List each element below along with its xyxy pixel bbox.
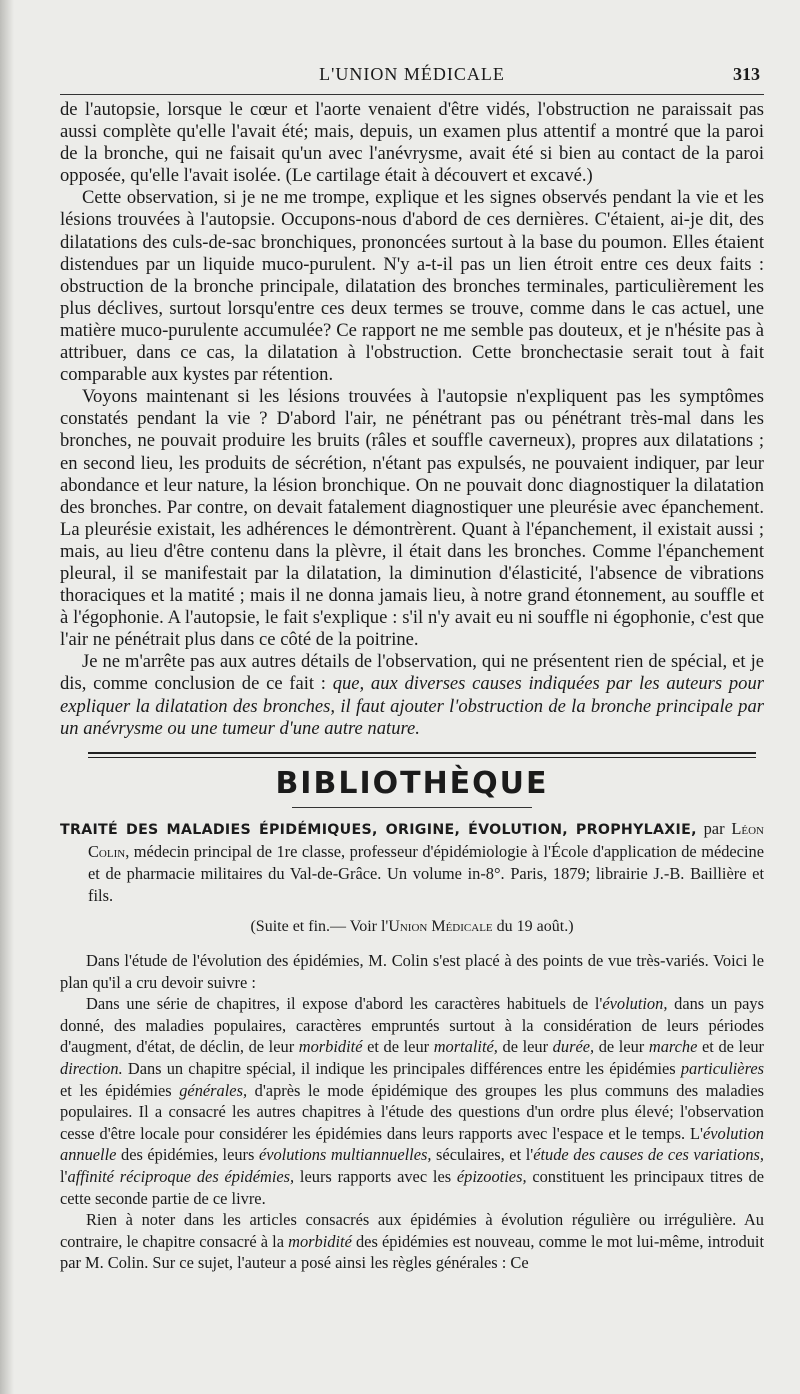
journal-title: L'UNION MÉDICALE (319, 64, 505, 84)
text-run: dans un pays donné, des maladies populaires, caractères empruntés surtout à la considération de leurs périodes d'augment, d'état, de déclin, de leur (60, 994, 764, 1057)
italic-text: affinité réciproque des épidémies, (67, 1167, 295, 1187)
italic-text: étude des causes de ces variations, (533, 1145, 764, 1165)
suite-journal: Union Médicale (388, 918, 493, 936)
text-run: Voyons maintenant si les lésions trouvées à l'autopsie n'expliquent pas les symptômes constatés pendant la vie ? D'abord l'air, ne pénétrant pas ou pénétrant très-mal dans les bronches, ne pouvait produire les bruits (râles et souffle caverneux), propres aux dilatations ; en second lieu, les produits de sécrétion, n'étant pas expulsés, ne pouvaient indiquer, par leur abondance et leur nature, la lésion bronchique. On ne pouvait donc diagnostiquer la dilatation des bronches. Par contre, on devait fatalement diagnostiquer une pleurésie avec épanchement. La pleurésie existait, les adhérences le démontrèrent. Quant à l'épanchement, il existait aussi ; mais, au lieu d'être contenu dans la plèvre, il était dans les bronches. Comme l'épanchement pleural, il se manifestait par la dilatation, la diminution d'élasticité, l'absence de vibrations thoraciques et la matité ; mais il ne donna jamais lieu, à notre grand étonnement, au souffle et à l'égophonie. A l'autopsie, le fait s'explique : s'il n'y avait eu ni souffle ni égophonie, c'est que l'air ne pénétrait plus dans ce côté de la poitrine. (60, 386, 764, 651)
review-paragraph (60, 950, 764, 993)
text-run: d'après le mode épidémique des groupes les plus communs des maladies populaires. Il a consacré les autres chapitres à l'étude des questions d'un ordre plus élevé; l'observation cesse d'être locale pour considérer les épidémies dans leurs rapports avec l'espace et le temps. L' (60, 1080, 764, 1143)
article-paragraph (60, 187, 764, 386)
italic-text: évolutions multiannuelles, (258, 1145, 432, 1165)
heading-underline (292, 807, 532, 808)
text-run: Dans un chapitre spécial, il indique les principales différences entre les épidémies (122, 1059, 681, 1079)
italic-text: générales, (179, 1080, 248, 1100)
text-run: des épidémies est nouveau, comme le mot lui-même, introduit par M. Colin. Sur ce sujet, l'auteur a posé ainsi les règles générales : Ce (60, 1231, 764, 1273)
header-rule (60, 94, 764, 95)
continuation-note (60, 918, 764, 936)
book-title: TRAITÉ DES MALADIES ÉPIDÉMIQUES, ORIGINE, ÉVOLUTION, PROPHYLAXIE, (60, 821, 697, 838)
book-description: médecin principal de 1re classe, professeur d'épidémiologie à l'École d'application de médecine et de pharmacie militaires du Val-de-Grâce. Un volume in-8°. Paris, 1879; librairie J.-B. Baillière et fils. (88, 842, 764, 905)
text-run: Rien à noter dans les articles consacrés aux épidémies à évolution régulière ou irrégulière. Au contraire, le chapitre consacré à la (60, 1210, 764, 1251)
text-run: de leur (594, 1037, 649, 1057)
text-run: et de leur (362, 1037, 434, 1057)
running-header (60, 58, 764, 88)
separator-rule-thin (88, 757, 756, 758)
italic-text: durée, (552, 1037, 595, 1057)
review-paragraph (60, 993, 764, 1209)
article-body (60, 99, 764, 740)
italic-text: épizooties, (456, 1167, 527, 1187)
review-paragraph (60, 1209, 764, 1274)
suite-after: du 19 août.) (492, 918, 574, 936)
text-run: Cette observation, si je ne me trompe, explique et les signes observés pendant la vie et les lésions trouvées à l'autopsie. Occupons-nous d'abord de ces dernières. C'étaient, ai-je dit, des dilatations des culs-de-sac bronchiques, prononcées surtout à la base du poumon. Elles étaient distendues par un liquide muco-purulent. N'y a-t-il pas un lien étroit entre ces deux faits : obstruction de la bronche principale, dilatation des bronches terminales, particulièrement les plus déclives, surtout lorsqu'entre ces deux termes se trouve, comme dans le cas actuel, une matière muco-purulente accumulée? Ce rapport ne me semble pas douteux, et je n'hésite pas à attribuer, dans ce cas, la dilatation à l'obstruction. Cette bronchectasie serait tout à fait comparable aux kystes par rétention. (60, 187, 764, 386)
page-number: 313 (733, 64, 760, 84)
text-run: et les épidémies (60, 1080, 180, 1100)
suite-before: (Suite et fin.— Voir l' (250, 918, 389, 936)
text-run: Dans l'étude de l'évolution des épidémies, M. Colin s'est placé à des points de vue très-variés. Voici le plan qu'il a cru devoir suivre : (60, 951, 764, 992)
article-paragraph (60, 386, 764, 651)
article-paragraph (60, 651, 764, 739)
text-run: l' (60, 1167, 68, 1187)
text-run: et de leur (697, 1037, 765, 1057)
italic-text: morbidité (298, 1037, 363, 1057)
section-separator (88, 752, 756, 758)
author-prefix: par (703, 818, 725, 838)
text-run: de l'autopsie, lorsque le cœur et l'aorte venaient d'être vidés, l'obstruction ne paraissait pas aussi complète qu'elle l'avait été; mais, depuis, un examen plus attentif a montré que la paroi de la bronche, qui ne faisait qu'un avec l'anévrysme, avait été si bien au contact de la paroi opposée, qu'elle l'avait isolée. (Le cartilage était à découvert et excavé.) (60, 99, 764, 187)
italic-text: marche (648, 1037, 698, 1057)
text-run: constituent les principaux titres de cette seconde partie de ce livre. (60, 1167, 764, 1208)
review-body (60, 950, 764, 1274)
book-entry (60, 818, 764, 906)
text-run: séculaires, et l' (431, 1145, 534, 1165)
italic-text: direction. (60, 1059, 123, 1079)
text-run: de leur (497, 1037, 553, 1057)
italic-text: évolution annuelle (60, 1123, 764, 1165)
text-run: leurs rapports avec les (294, 1167, 457, 1187)
italic-text: mortalité, (433, 1037, 498, 1057)
italic-text: que, aux diverses causes indiquées par les auteurs pour expliquer la dilatation des bronches, il faut ajouter l'obstruction de la bronche principale par un anévrysme ou une tumeur d'une autre nature. (60, 673, 764, 739)
text-run: des épidémies, leurs (116, 1145, 259, 1165)
italic-text: particulières (680, 1059, 764, 1079)
text-run: Je ne m'arrête pas aux autres détails de l'observation, qui ne présentent rien de spécial, et je dis, comme conclusion de ce fait : (60, 651, 764, 695)
separator-rule-thick (88, 752, 756, 754)
article-paragraph (60, 99, 764, 187)
book-author: Léon Colin, (88, 818, 764, 862)
page-edge-shadow (0, 0, 14, 1394)
text-run: Dans une série de chapitres, il expose d'abord les caractères habituels de l' (86, 994, 603, 1014)
italic-text: évolution, (602, 994, 668, 1014)
section-heading: BIBLIOTHÈQUE (275, 765, 549, 801)
italic-text: morbidité (288, 1231, 352, 1251)
